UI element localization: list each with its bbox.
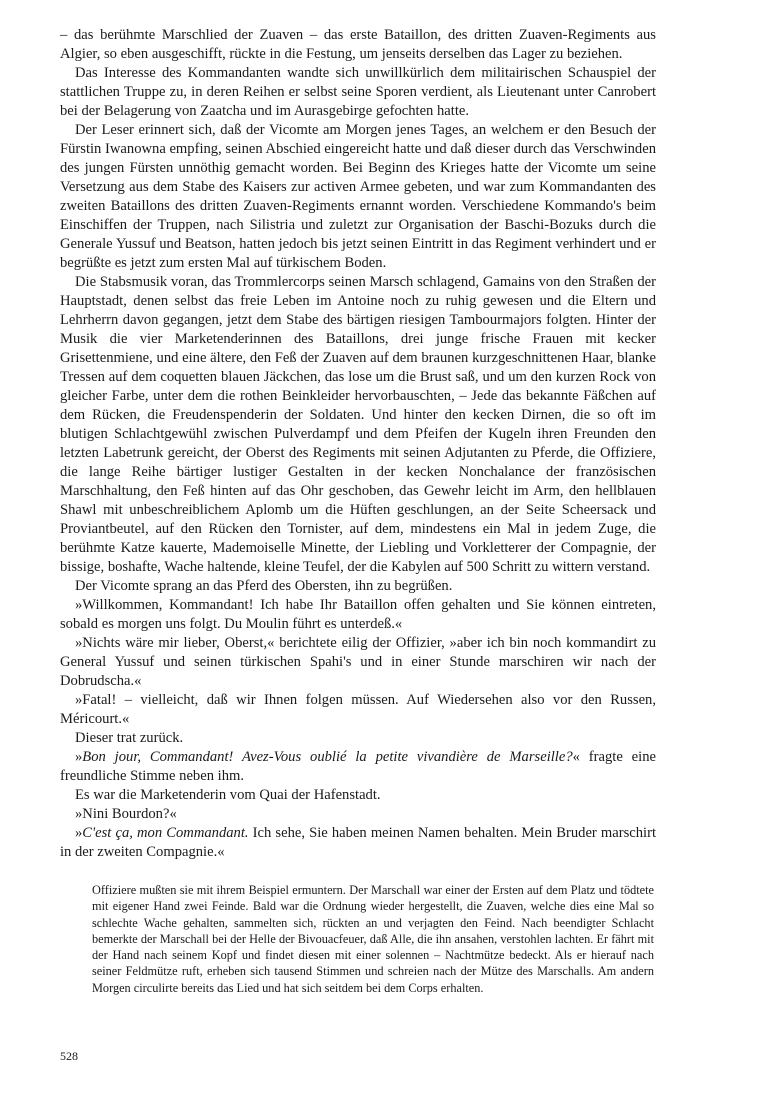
paragraph [60, 748, 656, 786]
paragraph-rest: « fragte eine freundliche Stimme neben ihm. [60, 749, 656, 784]
paragraph: »Fatal! – vielleicht, daß wir Ihnen folgen müssen. Auf Wiedersehen also vor den Russen, Méricourt.« [60, 692, 656, 727]
paragraph: »Nini Bourdon?« [75, 806, 177, 822]
paragraph: »Willkommen, Kommandant! Ich habe Ihr Bataillon offen gehalten und Sie können eintreten, sobald es morgen uns folgt. Du Moulin führt es unterdeß.« [60, 597, 656, 632]
paragraph: Der Vicomte sprang an das Pferd des Obersten, ihn zu begrüßen. [75, 578, 453, 594]
paragraph: Es war die Marketenderin vom Quai der Hafenstadt. [75, 787, 381, 803]
footnote [92, 882, 654, 996]
paragraph: Die Stabsmusik voran, das Trommlercorps seinen Marsch schlagend, Gamains von den Straßen der Hauptstadt, denen selbst das freie Leben im Antoine noch zu ruhig gewesen und die Eltern und Lehrherrn davon gegangen, jetzt dem Stabe des bärtigen riesigen Tambourmajors folgten. Hinter der Musik die vier Marketenderinnen des Bataillons, drei junge frische Frauen mit kecker Grisettenmiene, und eine ältere, den Feß der Zuaven auf dem braunen kurzgeschnittenen Haar, blanke Tressen auf dem coquetten blauen Jäckchen, das lose um die Brust saß, und um den kurzen Rock von gleicher Farbe, unter dem die rothen Beinkleider hervorbauschten, – Jede das bekannte Fäßchen auf dem Rücken, die Freudenspenderin der Soldaten. Und hinter den kecken Dirnen, die so oft im blutigen Schlachtgewühl zwischen Pulverdampf und dem Pfeifen der Kugeln ihren Freunden den letzten Labetrunk gereicht, der Oberst des Regiments mit seinen Adjutanten zu Pferde, die Offiziere, die lange Reihe bärtiger lustiger Gestalten in der kecken Nonchalance der französischen Marschhaltung, den Feß hinten auf das Ohr geschoben, das Gewehr leicht im Arm, den hellblauen Shawl mit unbeschreiblichem Aplomb um die Hüften geschlungen, an der Seite Scheersack und Proviantbeutel, auf den Rücken den Tornister, auf dem, mindestens ein Mal in jedem Zuge, die berühmte Katze kauerte, Mademoiselle Minette, der Liebling und Vorkletterer der Compagnie, der bissige, boshafte, Wache haltende, kleine Teufel, der die Kabylen auf 500 Schritt zu wittern verstand. [60, 274, 656, 575]
paragraph: Das Interesse des Kommandanten wandte sich unwillkürlich dem militairischen Schauspiel der stattlichen Truppe zu, in deren Reihen er selbst seine Sporen verdient, als Lieutenant unter Canrobert bei der Belagerung von Zaatcha und im Aurasgebirge gefochten hatte. [60, 65, 656, 119]
paragraph-rest: Ich sehe, Sie haben meinen Namen behalten. Mein Bruder marschirt in der zweiten Compagnie.« [60, 825, 657, 860]
italic-phrase: C'est ça, mon Commandant. [82, 825, 249, 841]
page-number: 528 [60, 1049, 78, 1063]
footnote-text: Offiziere mußten sie mit ihrem Beispiel ermuntern. Der Marschall war einer der Ersten auf dem Platz und tödtete mit eigener Hand zwei Feinde. Bald war die Ordnung wieder hergestellt, die Zuaven, welche dies eine Mal so schlechte Wache gehalten, sammelten sich, rückten an und verjagten den Feind. Nach beendigter Schlacht bemerkte der Marschall bei der Helle der Bivouacfeuer, daß Alle, die ihn ansahen, verstohlen lachten. Er fährt mit der Hand nach seinem Kopf und findet diesen mit einer solennen – Nachtmütze bedeckt. Als er hierauf nach seiner Feldmütze ruft, erheben sich tausend Stimmen und schreien nach der Mütze des Marschalls. Am andern Morgen circulirte bereits das Lied und hat sich seitdem bei dem Corps erhalten. [92, 883, 654, 995]
page [60, 26, 656, 996]
paragraph [60, 824, 656, 862]
paragraph: – das berühmte Marschlied der Zuaven – das erste Bataillon, des dritten Zuaven-Regiments aus Algier, so eben ausgeschifft, rückte in die Festung, um jenseits derselben das Lager zu beziehen. [60, 27, 656, 62]
quote-open: » [75, 749, 83, 765]
quote-open: » [75, 825, 83, 841]
italic-phrase: Bon jour, Commandant! Avez-Vous oublié la petite vivandière de Marseille? [82, 749, 573, 765]
paragraph: Dieser trat zurück. [75, 730, 184, 746]
paragraph: »Nichts wäre mir lieber, Oberst,« berichtete eilig der Offizier, »aber ich bin noch kommandirt zu General Yussuf und seinen türkischen Spahi's und in einer Stunde marschiren wir nach der Dobrudscha.« [60, 635, 656, 689]
paragraph: Der Leser erinnert sich, daß der Vicomte am Morgen jenes Tages, an welchem er den Besuch der Fürstin Iwanowna empfing, seinen Abschied eingereicht hatte und daß dieser durch das Verschwinden des jungen Fürsten unnöthig gemacht worden. Bei Beginn des Krieges hatte der Vicomte um seine Versetzung aus dem Stabe des Kaisers zur activen Armee gebeten, und war zum Kommandanten des zweiten Bataillons des dritten Zuaven-Regiments ernannt worden. Verschiedene Kommando's beim Einschiffen der Truppen, nach Silistria und zuletzt zur Organisation der Baschi-Bozuks durch die Generale Yussuf und Beatson, hatten jedoch bis jetzt seinen Eintritt in das Regiment verhindert und er begrüßte es jetzt zum ersten Mal auf türkischem Boden. [60, 122, 656, 271]
main-text [60, 26, 656, 862]
